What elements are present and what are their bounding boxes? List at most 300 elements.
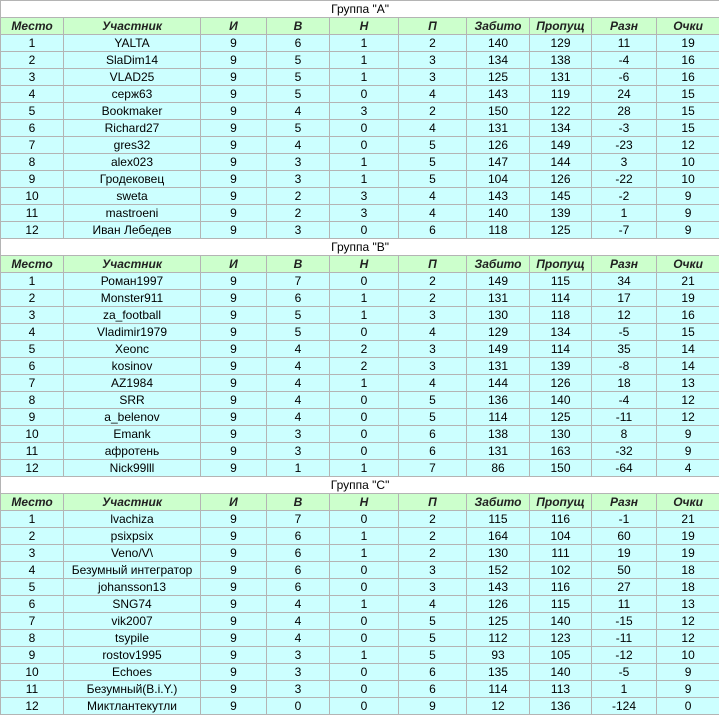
cell-conceded: 104 [530,528,592,545]
cell-scored: 138 [467,426,530,443]
cell-losses: 5 [399,137,467,154]
cell-draws: 0 [330,392,399,409]
cell-participant: Vladimir1979 [64,324,201,341]
cell-diff: -12 [592,647,657,664]
cell-wins: 4 [267,596,330,613]
cell-points: 13 [657,375,719,392]
cell-participant: kosinov [64,358,201,375]
cell-draws: 1 [330,460,399,477]
cell-losses: 4 [399,205,467,222]
table-row [1,222,719,239]
standings-body [1,1,719,715]
cell-scored: 112 [467,630,530,647]
cell-losses: 5 [399,613,467,630]
header-conceded: Пропущ [530,18,592,35]
cell-games: 9 [201,596,267,613]
cell-participant: Иван Лебедев [64,222,201,239]
cell-wins: 4 [267,341,330,358]
header-participant: Участник [64,18,201,35]
cell-conceded: 136 [530,698,592,715]
cell-participant: VLAD25 [64,69,201,86]
cell-games: 9 [201,545,267,562]
cell-wins: 7 [267,273,330,290]
cell-losses: 3 [399,358,467,375]
cell-points: 16 [657,69,719,86]
cell-diff: 35 [592,341,657,358]
cell-scored: 149 [467,341,530,358]
cell-draws: 1 [330,290,399,307]
cell-points: 9 [657,205,719,222]
cell-participant: Richard27 [64,120,201,137]
cell-games: 9 [201,324,267,341]
cell-participant: Xeonc [64,341,201,358]
cell-losses: 4 [399,375,467,392]
table-row [1,613,719,630]
cell-diff: -1 [592,511,657,528]
cell-losses: 2 [399,290,467,307]
cell-place: 3 [1,307,64,324]
header-games: И [201,256,267,273]
cell-conceded: 114 [530,290,592,307]
cell-draws: 0 [330,273,399,290]
cell-wins: 2 [267,205,330,222]
cell-losses: 3 [399,562,467,579]
cell-games: 9 [201,579,267,596]
cell-games: 9 [201,630,267,647]
cell-participant: Роман1997 [64,273,201,290]
cell-points: 10 [657,171,719,188]
cell-participant: psixpsix [64,528,201,545]
cell-draws: 0 [330,579,399,596]
cell-losses: 4 [399,86,467,103]
cell-losses: 9 [399,698,467,715]
table-row [1,358,719,375]
cell-place: 5 [1,103,64,120]
cell-participant: a_belenov [64,409,201,426]
cell-participant: YALTA [64,35,201,52]
cell-games: 9 [201,460,267,477]
cell-conceded: 105 [530,647,592,664]
cell-draws: 3 [330,188,399,205]
cell-games: 9 [201,409,267,426]
cell-participant: tsypile [64,630,201,647]
table-row [1,596,719,613]
cell-points: 16 [657,307,719,324]
cell-points: 9 [657,681,719,698]
cell-losses: 5 [399,630,467,647]
cell-wins: 6 [267,545,330,562]
cell-games: 9 [201,103,267,120]
cell-games: 9 [201,443,267,460]
cell-losses: 5 [399,647,467,664]
cell-conceded: 115 [530,273,592,290]
cell-participant: mastroeni [64,205,201,222]
cell-wins: 5 [267,52,330,69]
header-place: Место [1,18,64,35]
cell-points: 18 [657,562,719,579]
group-title: Группа "В" [1,239,719,256]
table-row [1,698,719,715]
cell-points: 19 [657,35,719,52]
cell-scored: 147 [467,154,530,171]
table-row [1,392,719,409]
cell-draws: 0 [330,86,399,103]
cell-place: 1 [1,273,64,290]
cell-losses: 3 [399,69,467,86]
cell-wins: 4 [267,137,330,154]
cell-points: 12 [657,613,719,630]
cell-games: 9 [201,647,267,664]
cell-games: 9 [201,426,267,443]
cell-participant: rostov1995 [64,647,201,664]
table-row [1,103,719,120]
cell-conceded: 130 [530,426,592,443]
cell-conceded: 114 [530,341,592,358]
cell-scored: 114 [467,681,530,698]
cell-points: 21 [657,511,719,528]
cell-conceded: 140 [530,392,592,409]
column-header-row [1,18,719,35]
cell-diff: 27 [592,579,657,596]
table-row [1,681,719,698]
cell-place: 8 [1,630,64,647]
cell-scored: 126 [467,137,530,154]
cell-wins: 4 [267,358,330,375]
cell-diff: 11 [592,596,657,613]
table-row [1,171,719,188]
table-row [1,579,719,596]
cell-conceded: 134 [530,120,592,137]
cell-scored: 115 [467,511,530,528]
header-place: Место [1,494,64,511]
table-row [1,375,719,392]
cell-losses: 2 [399,35,467,52]
table-row [1,409,719,426]
cell-scored: 118 [467,222,530,239]
cell-place: 3 [1,545,64,562]
cell-games: 9 [201,120,267,137]
cell-scored: 150 [467,103,530,120]
cell-conceded: 145 [530,188,592,205]
cell-points: 13 [657,596,719,613]
cell-wins: 2 [267,188,330,205]
cell-participant: AZ1984 [64,375,201,392]
cell-wins: 5 [267,69,330,86]
cell-place: 10 [1,426,64,443]
cell-conceded: 149 [530,137,592,154]
cell-scored: 130 [467,307,530,324]
table-row [1,290,719,307]
cell-points: 9 [657,222,719,239]
cell-place: 5 [1,579,64,596]
cell-conceded: 140 [530,613,592,630]
cell-games: 9 [201,681,267,698]
header-games: И [201,18,267,35]
cell-scored: 114 [467,409,530,426]
cell-points: 9 [657,188,719,205]
cell-points: 9 [657,443,719,460]
cell-participant: lvachiza [64,511,201,528]
cell-place: 11 [1,681,64,698]
cell-points: 10 [657,647,719,664]
cell-draws: 0 [330,426,399,443]
cell-diff: -4 [592,392,657,409]
cell-scored: 131 [467,290,530,307]
cell-points: 14 [657,358,719,375]
cell-place: 10 [1,188,64,205]
table-row [1,154,719,171]
cell-participant: афротень [64,443,201,460]
cell-place: 4 [1,562,64,579]
header-draws: Н [330,18,399,35]
cell-points: 0 [657,698,719,715]
header-losses: П [399,494,467,511]
cell-games: 9 [201,273,267,290]
cell-scored: 143 [467,86,530,103]
column-header-row [1,256,719,273]
header-diff: Разн [592,494,657,511]
cell-scored: 12 [467,698,530,715]
table-row [1,647,719,664]
cell-losses: 4 [399,188,467,205]
cell-draws: 2 [330,341,399,358]
header-conceded: Пропущ [530,256,592,273]
cell-scored: 131 [467,358,530,375]
cell-points: 15 [657,86,719,103]
cell-place: 8 [1,392,64,409]
cell-place: 6 [1,596,64,613]
cell-conceded: 123 [530,630,592,647]
table-row [1,545,719,562]
table-row [1,511,719,528]
header-scored: Забито [467,18,530,35]
cell-games: 9 [201,341,267,358]
cell-wins: 3 [267,222,330,239]
cell-points: 19 [657,545,719,562]
cell-points: 15 [657,103,719,120]
cell-losses: 2 [399,511,467,528]
cell-conceded: 144 [530,154,592,171]
cell-conceded: 134 [530,324,592,341]
cell-draws: 1 [330,154,399,171]
cell-draws: 1 [330,545,399,562]
cell-draws: 0 [330,630,399,647]
cell-losses: 5 [399,392,467,409]
header-diff: Разн [592,256,657,273]
cell-diff: -5 [592,324,657,341]
cell-points: 19 [657,290,719,307]
cell-participant: za_football [64,307,201,324]
cell-conceded: 139 [530,205,592,222]
cell-points: 19 [657,528,719,545]
header-draws: Н [330,494,399,511]
cell-games: 9 [201,86,267,103]
table-row [1,664,719,681]
header-points: Очки [657,256,719,273]
cell-games: 9 [201,664,267,681]
cell-diff: 11 [592,35,657,52]
cell-scored: 134 [467,52,530,69]
cell-participant: Echoes [64,664,201,681]
cell-participant: vik2007 [64,613,201,630]
cell-wins: 3 [267,664,330,681]
cell-draws: 0 [330,324,399,341]
table-row [1,69,719,86]
cell-games: 9 [201,290,267,307]
cell-losses: 5 [399,154,467,171]
cell-place: 6 [1,120,64,137]
cell-diff: -4 [592,52,657,69]
cell-games: 9 [201,205,267,222]
cell-participant: sweta [64,188,201,205]
cell-diff: 50 [592,562,657,579]
cell-place: 8 [1,154,64,171]
table-row [1,205,719,222]
cell-diff: -7 [592,222,657,239]
cell-diff: -6 [592,69,657,86]
cell-scored: 143 [467,188,530,205]
cell-draws: 0 [330,511,399,528]
cell-place: 9 [1,171,64,188]
header-wins: В [267,18,330,35]
cell-place: 9 [1,409,64,426]
cell-draws: 3 [330,205,399,222]
cell-participant: Миктлантекутли [64,698,201,715]
cell-losses: 4 [399,120,467,137]
cell-losses: 2 [399,103,467,120]
cell-conceded: 116 [530,511,592,528]
cell-conceded: 122 [530,103,592,120]
cell-conceded: 116 [530,579,592,596]
cell-conceded: 138 [530,52,592,69]
header-losses: П [399,18,467,35]
cell-scored: 130 [467,545,530,562]
cell-diff: 28 [592,103,657,120]
cell-diff: 60 [592,528,657,545]
cell-conceded: 131 [530,69,592,86]
cell-place: 11 [1,443,64,460]
table-row [1,324,719,341]
cell-losses: 4 [399,324,467,341]
cell-place: 4 [1,324,64,341]
cell-conceded: 139 [530,358,592,375]
cell-scored: 131 [467,120,530,137]
cell-wins: 3 [267,426,330,443]
cell-wins: 4 [267,613,330,630]
cell-wins: 3 [267,681,330,698]
cell-diff: 17 [592,290,657,307]
cell-conceded: 113 [530,681,592,698]
cell-wins: 4 [267,409,330,426]
cell-wins: 5 [267,324,330,341]
header-points: Очки [657,494,719,511]
cell-losses: 2 [399,273,467,290]
cell-place: 9 [1,647,64,664]
cell-conceded: 140 [530,664,592,681]
cell-losses: 7 [399,460,467,477]
cell-wins: 3 [267,647,330,664]
header-draws: Н [330,256,399,273]
cell-conceded: 125 [530,409,592,426]
group-title: Группа "С" [1,477,719,494]
cell-place: 10 [1,664,64,681]
cell-scored: 125 [467,613,530,630]
table-row [1,562,719,579]
cell-games: 9 [201,137,267,154]
cell-draws: 1 [330,69,399,86]
table-row [1,460,719,477]
cell-diff: 19 [592,545,657,562]
cell-participant: SlaDim14 [64,52,201,69]
cell-draws: 1 [330,596,399,613]
cell-draws: 0 [330,613,399,630]
cell-scored: 136 [467,392,530,409]
group-title-row [1,1,719,18]
cell-participant: Nick99lll [64,460,201,477]
cell-games: 9 [201,511,267,528]
header-place: Место [1,256,64,273]
header-participant: Участник [64,494,201,511]
cell-wins: 3 [267,154,330,171]
table-row [1,120,719,137]
table-row [1,52,719,69]
cell-losses: 6 [399,222,467,239]
cell-points: 10 [657,154,719,171]
cell-draws: 1 [330,375,399,392]
cell-conceded: 118 [530,307,592,324]
cell-losses: 6 [399,426,467,443]
cell-diff: -23 [592,137,657,154]
cell-losses: 4 [399,596,467,613]
cell-conceded: 125 [530,222,592,239]
cell-diff: 34 [592,273,657,290]
cell-scored: 126 [467,596,530,613]
cell-place: 6 [1,358,64,375]
cell-scored: 131 [467,443,530,460]
cell-games: 9 [201,188,267,205]
cell-wins: 6 [267,35,330,52]
cell-games: 9 [201,562,267,579]
cell-diff: -11 [592,630,657,647]
cell-conceded: 119 [530,86,592,103]
cell-scored: 125 [467,69,530,86]
cell-scored: 149 [467,273,530,290]
cell-place: 2 [1,52,64,69]
header-points: Очки [657,18,719,35]
cell-points: 12 [657,392,719,409]
cell-place: 11 [1,205,64,222]
cell-conceded: 126 [530,375,592,392]
cell-participant: gres32 [64,137,201,154]
table-row [1,35,719,52]
cell-participant: Гродековец [64,171,201,188]
cell-draws: 0 [330,562,399,579]
cell-scored: 93 [467,647,530,664]
cell-participant: SNG74 [64,596,201,613]
cell-losses: 3 [399,341,467,358]
cell-scored: 164 [467,528,530,545]
cell-draws: 1 [330,35,399,52]
cell-scored: 144 [467,375,530,392]
cell-wins: 1 [267,460,330,477]
header-conceded: Пропущ [530,494,592,511]
cell-diff: -124 [592,698,657,715]
cell-diff: 8 [592,426,657,443]
cell-wins: 4 [267,630,330,647]
cell-points: 12 [657,409,719,426]
header-diff: Разн [592,18,657,35]
cell-scored: 104 [467,171,530,188]
